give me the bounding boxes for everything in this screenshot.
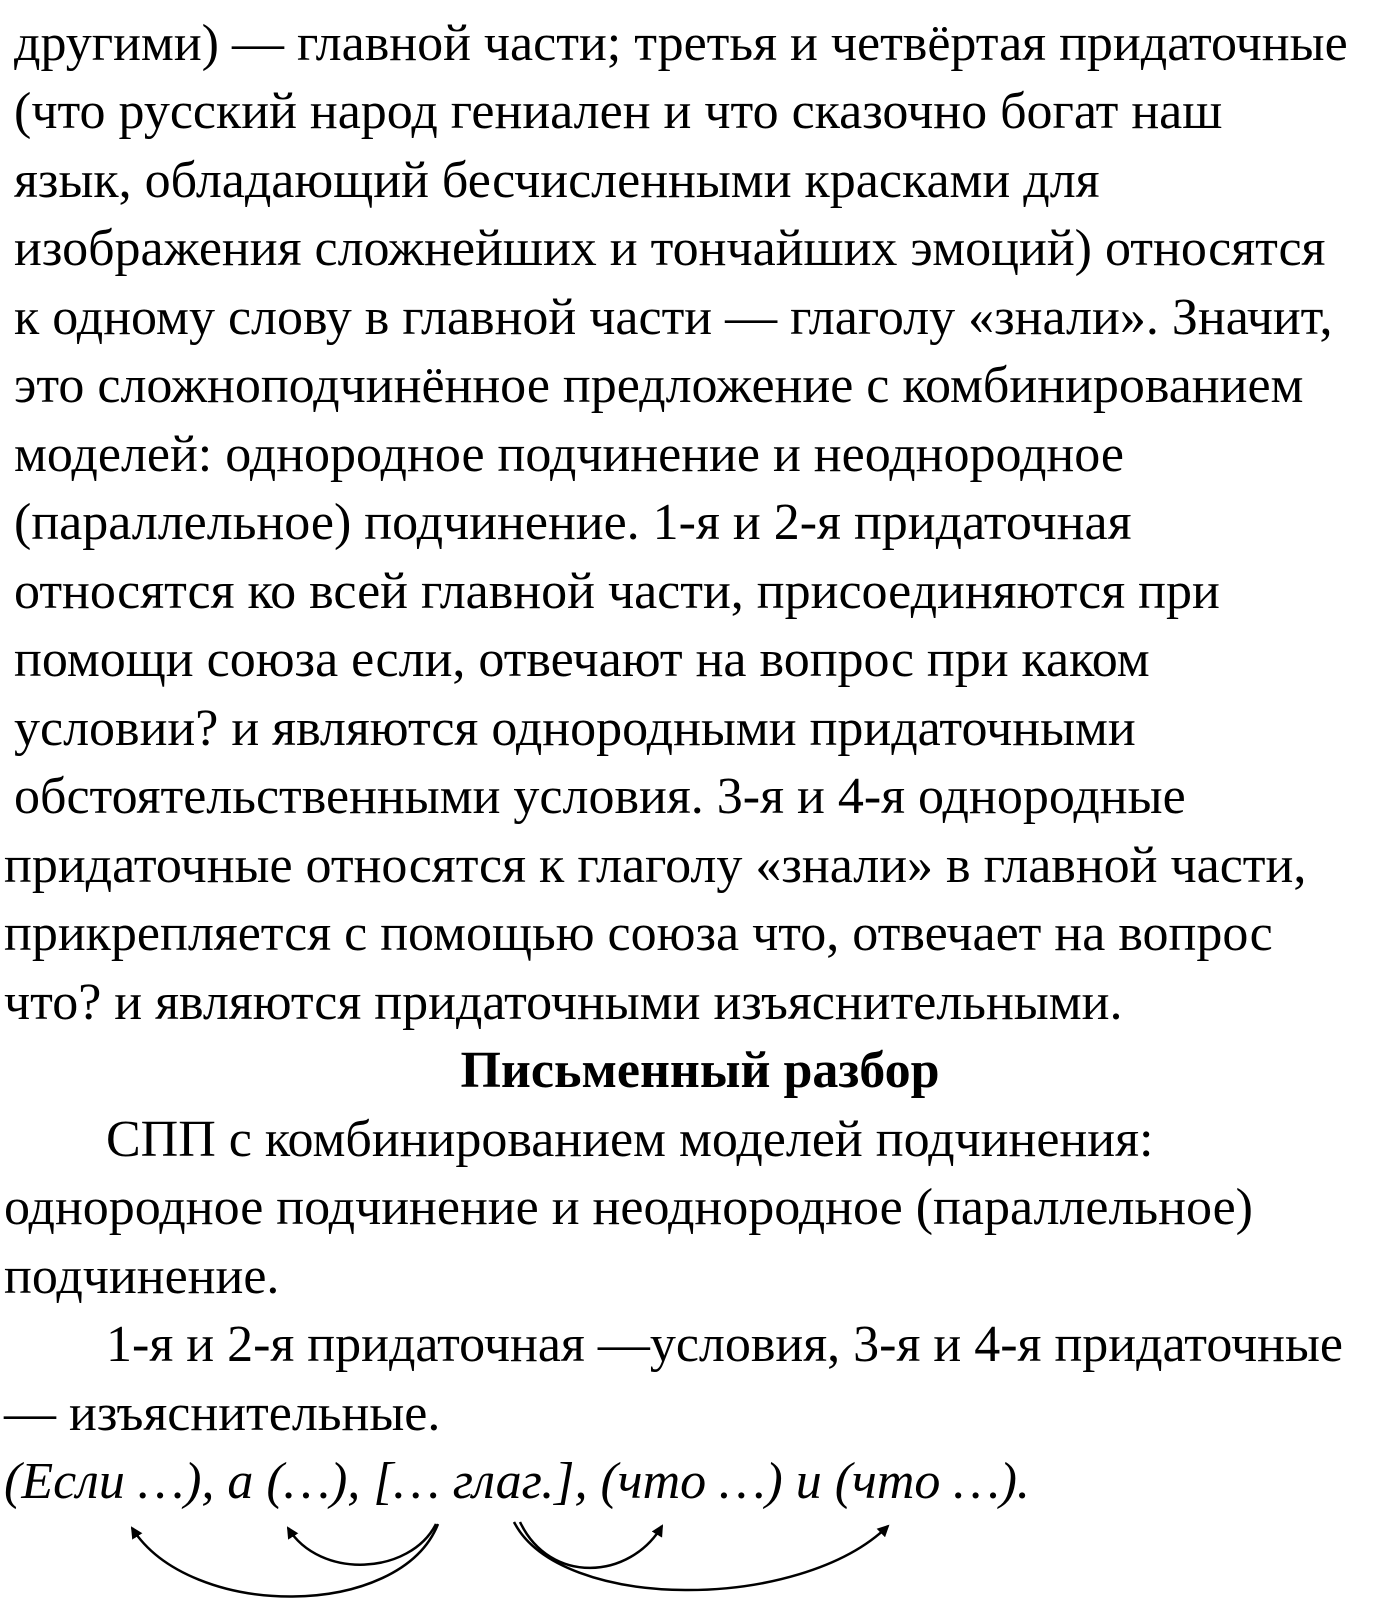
written-line-4: 1-я и 2-я придаточная —условия, 3-я и 4-я придаточные xyxy=(106,1316,1343,1373)
analysis-line-12: обстоятельственными условия. 3-я и 4-я однородные xyxy=(14,768,1186,825)
analysis-line-3: язык, обладающий бесчисленными красками для xyxy=(14,152,1100,209)
analysis-line-9: относятся ко всей главной части, присоединяются при xyxy=(14,563,1220,620)
arrow-to-second-clause xyxy=(288,1524,436,1565)
analysis-line-8: (параллельное) подчинение. 1-я и 2-я придаточная xyxy=(14,494,1132,551)
arrow-to-fourth-clause xyxy=(514,1522,888,1590)
arrow-to-third-clause xyxy=(520,1522,662,1568)
arrow-to-first-clause xyxy=(132,1524,438,1597)
section-heading: Письменный разбор xyxy=(460,1042,940,1099)
analysis-line-10: помощи союза если, отвечают на вопрос при каком xyxy=(14,631,1150,688)
analysis-line-5: к одному слову в главной части — глаголу «знали». Значит, xyxy=(14,289,1333,346)
written-line-1: СПП с комбинированием моделей подчинения: xyxy=(106,1111,1154,1168)
written-line-5: — изъяснительные. xyxy=(4,1385,441,1442)
analysis-line-15: что? и являются придаточными изъяснительными. xyxy=(4,974,1123,1031)
written-line-2: однородное подчинение и неоднородное (параллельное) xyxy=(4,1179,1253,1236)
analysis-line-4: изображения сложнейших и тончайших эмоций) относятся xyxy=(14,220,1326,277)
analysis-line-14: прикрепляется с помощью союза что, отвечает на вопрос xyxy=(4,905,1273,962)
analysis-line-11: условии? и являются однородными придаточными xyxy=(14,700,1136,757)
written-line-3: подчинение. xyxy=(4,1248,280,1305)
sentence-scheme: (Если …), а (…), [… глаг.], (что …) и (что …). xyxy=(4,1453,1030,1510)
analysis-line-6: это сложноподчинённое предложение с комбинированием xyxy=(14,357,1304,414)
analysis-line-13: придаточные относятся к глаголу «знали» в главной части, xyxy=(4,837,1307,894)
analysis-line-7: моделей: однородное подчинение и неоднородное xyxy=(14,426,1124,483)
analysis-line-2: (что русский народ гениален и что сказочно богат наш xyxy=(14,83,1223,140)
analysis-line-1: другими) — главной части; третья и четвёртая придаточные xyxy=(14,15,1348,72)
